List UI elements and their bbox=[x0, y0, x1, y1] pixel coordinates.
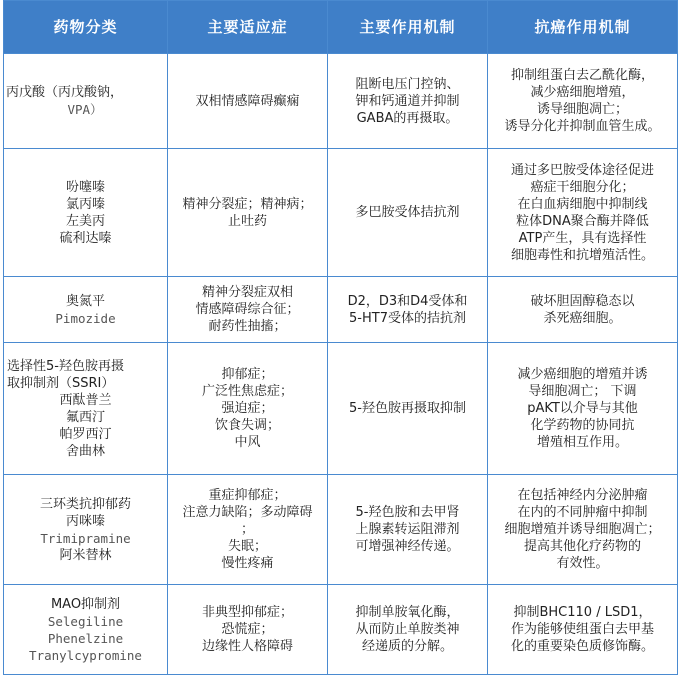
drug-line: 左美丙 bbox=[65, 213, 105, 229]
indication-line: 重症抑郁症； bbox=[208, 488, 287, 503]
anticancer-line: 细胞增殖并诱导细胞凋亡； bbox=[504, 522, 661, 537]
anticancer-cell bbox=[488, 54, 678, 149]
indication-line: 抑郁症； bbox=[221, 367, 274, 382]
drug-line: 氯丙嗪 bbox=[65, 196, 105, 212]
drug-line: 阿米替林 bbox=[59, 547, 112, 563]
mechanism-line: 5-羟色胺和去甲肾 bbox=[355, 505, 460, 520]
indication-cell bbox=[168, 585, 328, 675]
anticancer-line: 在白血病细胞中抑制线 bbox=[517, 196, 648, 212]
indication-cell bbox=[168, 343, 328, 475]
table-row bbox=[4, 277, 678, 343]
anticancer-cell bbox=[488, 277, 678, 343]
drug-line: 三环类抗抑郁药 bbox=[39, 496, 131, 512]
table-row bbox=[4, 54, 678, 149]
indication-line: 非典型抑郁症； bbox=[201, 605, 293, 620]
mechanism-line: 5-HT7受体的拮抗剂 bbox=[349, 310, 466, 326]
mechanism-line: 可增强神经传递。 bbox=[355, 539, 460, 554]
mechanism-line: 经递质的分解。 bbox=[361, 639, 453, 654]
anticancer-line: 在包括神经内分泌肿瘤 bbox=[517, 488, 648, 503]
drug-line: 舍曲林 bbox=[65, 443, 105, 459]
indication-line: 强迫症； bbox=[221, 401, 274, 416]
indication-line: 双相情感障碍癫痫 bbox=[195, 93, 300, 109]
header-anticancer: 抗癌作用机制 bbox=[488, 1, 678, 54]
mechanism-line: 上腺素转运阻滞剂 bbox=[355, 522, 460, 537]
drug-line: 选择性5-羟色胺再摄 bbox=[7, 358, 124, 374]
indication-line: ； bbox=[240, 522, 254, 537]
drug-line: 硫利达嗪 bbox=[59, 230, 112, 246]
mechanism-line: 阻断电压门控钠、 bbox=[355, 76, 460, 92]
indication-cell bbox=[168, 475, 328, 585]
anticancer-cell bbox=[488, 585, 678, 675]
drug-line: 取抑制剂（SSRI） bbox=[7, 375, 115, 391]
drug-cell bbox=[4, 149, 168, 277]
anticancer-line: ATP产生，具有选择性 bbox=[518, 230, 647, 246]
anticancer-line: 杀死癌细胞。 bbox=[543, 310, 622, 326]
mechanism-cell bbox=[328, 54, 488, 149]
anticancer-line: 减少癌细胞的增殖并诱 bbox=[517, 367, 648, 382]
anticancer-line: 化的重要染色质修饰酶。 bbox=[510, 639, 654, 654]
drug-line: MAO抑制剂 bbox=[50, 596, 121, 612]
anticancer-line: 诱导细胞凋亡； bbox=[536, 102, 628, 117]
drug-cell bbox=[4, 54, 168, 149]
drug-line: Trimipramine bbox=[40, 530, 131, 546]
anticancer-line: 化学药物的协同抗 bbox=[530, 418, 635, 433]
anticancer-line: 有效性。 bbox=[556, 556, 609, 571]
indication-line: 耐药性抽搐； bbox=[208, 319, 287, 334]
anticancer-line: 粒体DNA聚合酶并降低 bbox=[516, 213, 649, 229]
mechanism-line: GABA的再摄取。 bbox=[356, 110, 459, 126]
indication-line: 精神分裂症双相 bbox=[201, 285, 293, 300]
indication-cell bbox=[168, 149, 328, 277]
drug-cell bbox=[4, 585, 168, 675]
drug-line: Selegiline bbox=[47, 613, 124, 629]
header-mechanism: 主要作用机制 bbox=[328, 1, 488, 54]
drug-line: 丙戊酸（丙戊酸钠， bbox=[6, 85, 124, 100]
drug-line: 氟西汀 bbox=[65, 409, 105, 425]
anticancer-line: 抑制BHC110 / LSD1， bbox=[513, 605, 652, 620]
drug-line: 奥氮平 bbox=[65, 293, 105, 309]
indication-line: 恐慌症； bbox=[221, 622, 274, 637]
table-row bbox=[4, 343, 678, 475]
indication-line: 精神分裂症；精神病； bbox=[182, 196, 313, 212]
anticancer-line: 破坏胆固醇稳态以 bbox=[530, 293, 635, 309]
drug-line: Phenelzine bbox=[47, 630, 124, 646]
indication-line: 情感障碍综合征； bbox=[195, 302, 300, 317]
indication-line: 中风 bbox=[234, 435, 261, 450]
anticancer-line: 癌症干细胞分化； bbox=[530, 179, 635, 195]
anticancer-cell bbox=[488, 149, 678, 277]
mechanism-line: D2，D3和D4受体和 bbox=[347, 293, 468, 309]
anticancer-line: 在内的不同肿瘤中抑制 bbox=[517, 505, 648, 520]
mechanism-line: 抑制单胺氧化酶， bbox=[355, 605, 460, 620]
anticancer-line: 细胞毒性和抗增殖活性。 bbox=[510, 247, 654, 263]
indication-line: 注意力缺陷；多动障碍 bbox=[182, 505, 313, 520]
drug-cell bbox=[4, 343, 168, 475]
mechanism-cell bbox=[328, 277, 488, 343]
table-row bbox=[4, 585, 678, 675]
drug-line: 丙咪嗪 bbox=[65, 513, 105, 529]
mechanism-line: 从而防止单胺类神 bbox=[355, 622, 460, 637]
mechanism-cell bbox=[328, 149, 488, 277]
drug-line: 西酞普兰 bbox=[59, 392, 112, 408]
anticancer-cell bbox=[488, 475, 678, 585]
indication-cell bbox=[168, 54, 328, 149]
anticancer-line: 作为能够使组蛋白去甲基 bbox=[510, 622, 654, 637]
anticancer-line: 通过多巴胺受体途径促进 bbox=[510, 162, 654, 178]
indication-line: 止吐药 bbox=[227, 213, 267, 229]
drug-line: 帕罗西汀 bbox=[59, 426, 112, 442]
header-row bbox=[4, 1, 678, 54]
anticancer-line: 提高其他化疗药物的 bbox=[523, 539, 641, 554]
indication-line: 边缘性人格障碍 bbox=[201, 639, 293, 654]
mechanism-line: 钾和钙通道并抑制 bbox=[355, 93, 460, 109]
indication-line: 慢性疼痛 bbox=[221, 556, 274, 571]
indication-line: 广泛性焦虑症； bbox=[201, 384, 293, 399]
header-indication: 主要适应症 bbox=[168, 1, 328, 54]
anticancer-cell bbox=[488, 343, 678, 475]
mechanism-line: 多巴胺受体拮抗剂 bbox=[355, 205, 460, 220]
indication-line: 饮食失调； bbox=[214, 418, 280, 433]
drug-line: Tranylcypromine bbox=[29, 647, 142, 663]
mechanism-line: 5-羟色胺再摄取抑制 bbox=[349, 401, 466, 416]
indication-cell bbox=[168, 277, 328, 343]
anticancer-line: 诱导分化并抑制血管生成。 bbox=[504, 119, 661, 134]
indication-line: 失眠； bbox=[227, 539, 267, 554]
anticancer-line: 减少癌细胞增殖， bbox=[530, 85, 635, 100]
drug-line: 吩噻嗪 bbox=[65, 179, 105, 195]
drug-table bbox=[3, 0, 678, 675]
table-row bbox=[4, 475, 678, 585]
header-drug-class: 药物分类 bbox=[4, 1, 168, 54]
anticancer-line: 增殖相互作用。 bbox=[536, 435, 628, 450]
drug-line: VPA） bbox=[67, 102, 103, 117]
drug-line: Pimozide bbox=[55, 310, 116, 326]
table-row bbox=[4, 149, 678, 277]
drug-cell bbox=[4, 475, 168, 585]
anticancer-line: 抑制组蛋白去乙酰化酶， bbox=[510, 68, 654, 83]
mechanism-cell bbox=[328, 475, 488, 585]
drug-cell bbox=[4, 277, 168, 343]
mechanism-cell bbox=[328, 585, 488, 675]
anticancer-line: 导细胞凋亡； 下调 bbox=[528, 384, 637, 399]
mechanism-cell bbox=[328, 343, 488, 475]
anticancer-line: pAKT以介导与其他 bbox=[527, 401, 638, 416]
